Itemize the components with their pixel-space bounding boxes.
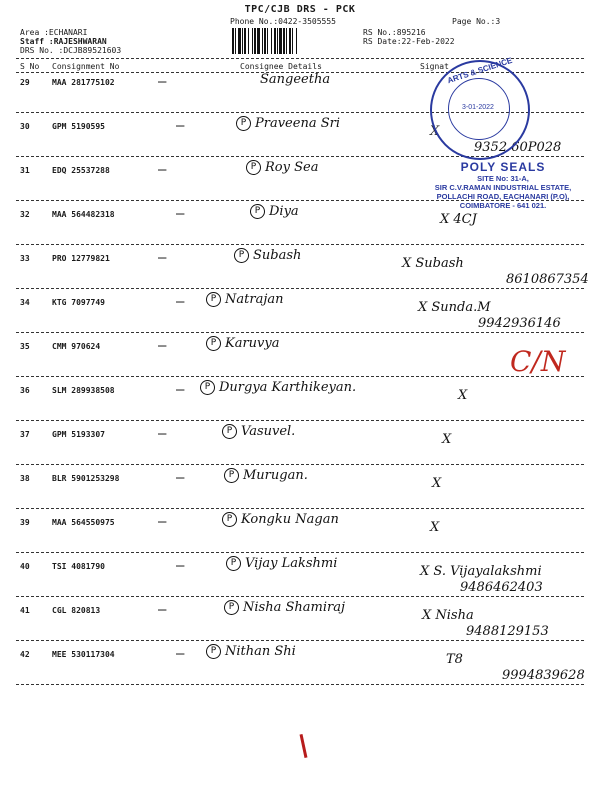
row-consignee [222,512,339,527]
row-sno: 32 [20,210,30,219]
row-sno: 30 [20,122,30,131]
barcode-bar [248,28,249,54]
row-consignee [224,600,345,615]
row-signature: X Subash [402,256,464,271]
consignee-name: Kongku Nagan [241,512,339,527]
barcode-bar [262,28,263,54]
p-circle-icon: P [226,556,241,571]
p-circle-icon: P [250,204,265,219]
row-consignment: GPM 5193307 [52,430,105,439]
consignee-name: Durgya Karthikeyan. [219,380,357,395]
consignee-name: Nisha Shamiraj [243,600,345,615]
consignee-name: Roy Sea [265,160,319,175]
row-consignment: PRO 12779821 [52,254,110,263]
row-sno: 35 [20,342,30,351]
row-phone: 9488129153 [466,624,549,639]
row-divider [16,596,584,597]
row-consignee [206,336,280,351]
consignee-name: Natrajan [225,292,284,307]
barcode-bar [283,28,285,54]
row-consignee [200,380,356,395]
consignee-name: Karuvya [225,336,280,351]
row-consignee [206,644,296,659]
row-consignment: CMM 970624 [52,342,101,351]
p-circle-icon: P [246,160,261,175]
row-dash-mark: – [158,338,167,354]
row-sno: 40 [20,562,30,571]
p-circle-icon: P [222,512,237,527]
row-signature: X [432,476,442,491]
row-signature: X Nisha [422,608,474,623]
poly-seals-title: POLY SEALS [460,160,546,174]
stamp-date: 3-01-2022 [462,104,494,111]
barcode-bar [277,28,278,54]
barcode-bar [254,28,256,54]
consignee-name: Sangeetha [260,72,331,87]
row-consignment: MAA 564482318 [52,210,115,219]
p-circle-icon: P [236,116,251,131]
barcode [232,28,356,54]
row-divider [16,464,584,465]
row-signature: X S. Vijayalakshmi [420,564,542,579]
row-divider [16,244,584,245]
row-consignment: MEE 530117304 [52,650,115,659]
row-consignment: TSI 4081790 [52,562,105,571]
row-consignee [236,116,340,131]
row-consignee [250,204,299,219]
row-consignee [234,248,301,263]
row-consignment: MAA 281775102 [52,78,115,87]
row-dash-mark: – [158,514,167,530]
poly-seals-line4: COIMBATORE - 641 021. [459,201,547,210]
row-consignment: SLM 289938508 [52,386,115,395]
red-pen-stroke [300,734,308,758]
consignee-name: Murugan. [243,468,308,483]
barcode-bar [271,28,272,54]
column-sno: S No [20,62,40,71]
consignee-name: Subash [253,248,302,263]
drs-number: DRS No. :DCJB89521603 [20,46,122,55]
barcode-bar [232,28,234,54]
row-divider [16,288,584,289]
row-divider [16,508,584,509]
area-field: Area :ECHANARI [20,28,88,37]
row-sno: 38 [20,474,30,483]
row-sno: 39 [20,518,30,527]
row-phone: 9352 60P028 [474,140,562,155]
consignee-name: Vasuvel. [241,424,296,439]
row-divider [16,640,584,641]
barcode-bar [286,28,287,54]
barcode-bar [235,28,236,54]
row-sno: 42 [20,650,30,659]
row-signature: X 4CJ [440,212,477,227]
row-consignee [246,160,318,175]
row-signature: X [442,432,452,447]
consignee-name: Vijay Lakshmi [245,556,338,571]
barcode-bar [296,28,297,54]
row-dash-mark: – [158,426,167,442]
row-sno: 36 [20,386,30,395]
row-consignee [226,556,337,571]
row-dash-mark: – [176,294,185,310]
rs-number: RS No.:895216 [363,28,426,37]
row-consignment: MAA 564550975 [52,518,115,527]
row-divider [16,376,584,377]
row-dash-mark: – [176,206,185,222]
row-dash-mark: – [158,162,167,178]
p-circle-icon: P [234,248,249,263]
barcode-bar [264,28,266,54]
row-phone: 9942936146 [478,316,561,331]
row-sno: 33 [20,254,30,263]
column-consignee: Consignee Details [240,62,322,71]
stamp-text: ARTS & SCIENCE [446,55,514,86]
poly-seals-line1: SITE No: 31-A, [477,174,529,183]
poly-seals-stamp [418,160,588,210]
row-divider [16,420,584,421]
p-circle-icon: P [222,424,237,439]
barcode-bar [244,28,246,54]
row-sno: 34 [20,298,30,307]
barcode-bar [274,28,276,54]
row-consignee [206,292,283,307]
row-divider [16,684,584,685]
p-circle-icon: P [206,292,221,307]
p-circle-icon: P [206,644,221,659]
column-consignment: Consignment No [52,62,120,71]
poly-seals-line2: SIR C.V.RAMAN INDUSTRIAL ESTATE, [434,183,572,192]
row-signature: X Sunda.M [418,300,491,315]
p-circle-icon: P [224,468,239,483]
row-divider [16,332,584,333]
row-signature: T8 [446,652,463,667]
cn-red-mark: C/N [510,345,566,378]
row-sno: 37 [20,430,30,439]
row-dash-mark: – [176,470,185,486]
college-round-stamp [430,55,530,160]
p-circle-icon: P [206,336,221,351]
row-consignee [224,468,308,483]
phone-number: Phone No.:0422-3505555 [230,17,336,26]
barcode-bar [292,28,293,54]
row-consignee [260,72,330,87]
consignee-name: Nithan Shi [225,644,296,659]
row-sno: 41 [20,606,30,615]
barcode-bar [257,28,260,54]
p-circle-icon: P [224,600,239,615]
row-dash-mark: – [158,250,167,266]
row-signature: X [430,520,440,535]
row-phone: 9486462403 [460,580,543,595]
barcode-bar [279,28,282,54]
row-divider [16,552,584,553]
row-consignee [222,424,295,439]
rs-date: RS Date:22-Feb-2022 [363,37,455,46]
poly-seals-line3: POLLACHI ROAD, EACHANARI (P.O), [436,192,570,201]
staff-field: Staff :RAJESHWARAN [20,37,107,46]
column-signature: Signat [420,62,449,71]
row-dash-mark: – [176,382,185,398]
barcode-bar [252,28,253,54]
report-title: TPC/CJB DRS - PCK [244,4,356,15]
consignee-name: Praveena Sri [255,116,340,131]
p-circle-icon: P [200,380,215,395]
row-phone: 8610867354 [506,272,589,287]
row-consignment: CGL 820813 [52,606,101,615]
row-phone: 9994839628 [502,668,585,683]
barcode-bar [238,28,241,54]
row-consignment: EDQ 25537288 [52,166,110,175]
barcode-bar [267,28,268,54]
barcode-bar [289,28,291,54]
row-dash-mark: – [176,118,185,134]
page-number: Page No.:3 [452,17,501,26]
row-dash-mark: – [176,646,185,662]
row-dash-mark: – [176,558,185,574]
row-consignment: GPM 5190595 [52,122,105,131]
row-sno: 31 [20,166,30,175]
row-consignment: BLR 5901253298 [52,474,120,483]
row-dash-mark: – [158,602,167,618]
row-consignment: KTG 7097749 [52,298,105,307]
row-signature: X [430,124,440,139]
row-signature: X [458,388,468,403]
consignee-name: Diya [269,204,299,219]
barcode-bar [242,28,243,54]
row-sno: 29 [20,78,30,87]
row-dash-mark: – [158,74,167,90]
